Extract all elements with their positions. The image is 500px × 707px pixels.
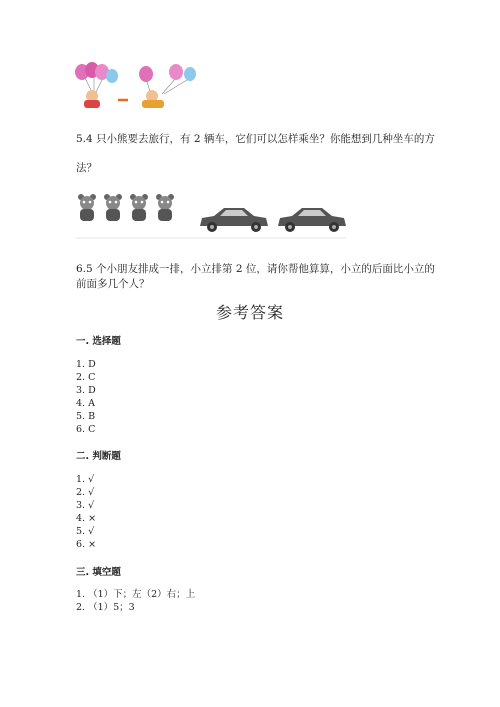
section-heading-fill: 三. 填空题: [76, 567, 121, 578]
question-6-line2: 前面多几个人？: [76, 278, 150, 290]
balloon-figure-right: [139, 64, 196, 108]
list-item: 4. ×: [76, 513, 97, 524]
list-item: 3. D: [76, 385, 96, 396]
answers-title: 参考答案: [215, 303, 284, 322]
bear-icon: [78, 194, 174, 221]
section-heading-judge: 二. 判断题: [76, 451, 121, 462]
bears-and-cars-illustration: [76, 188, 346, 240]
question-5-line1: 5.4 只小熊要去旅行，有 2 辆车，它们可以怎样乘坐？你能想到几种坐车的方: [76, 133, 435, 145]
question-6-line1: 6.5 个小朋友排成一排，小立排第 2 位，请你帮他算算，小立的后面比小立的: [76, 263, 435, 275]
list-item: 1. √: [76, 474, 95, 485]
list-item: 4. A: [76, 398, 95, 409]
list-item: 2. C: [76, 372, 96, 383]
list-item: 6. ×: [76, 539, 97, 550]
list-item: 3. √: [76, 500, 95, 511]
balloon-illustration: [72, 62, 202, 110]
question-5-line2: 法？: [76, 162, 97, 174]
balloon-figure-left: [75, 62, 118, 108]
answer-list-fill: [76, 588, 195, 614]
section-heading-choice: 一. 选择题: [76, 336, 121, 347]
list-item: 6. C: [76, 424, 96, 435]
car-icon: [278, 208, 346, 232]
list-item: 5. √: [76, 526, 95, 537]
list-item: 2. （1）5；3: [76, 602, 135, 613]
list-item: 1. （1）下；左（2）右；上: [76, 589, 196, 600]
list-item: 1. D: [76, 359, 96, 370]
list-item: 5. B: [76, 411, 96, 422]
car-icon: [200, 208, 268, 232]
answer-list-judge: [76, 473, 96, 551]
list-item: 2. √: [76, 487, 95, 498]
answer-list-choice: [76, 358, 96, 436]
